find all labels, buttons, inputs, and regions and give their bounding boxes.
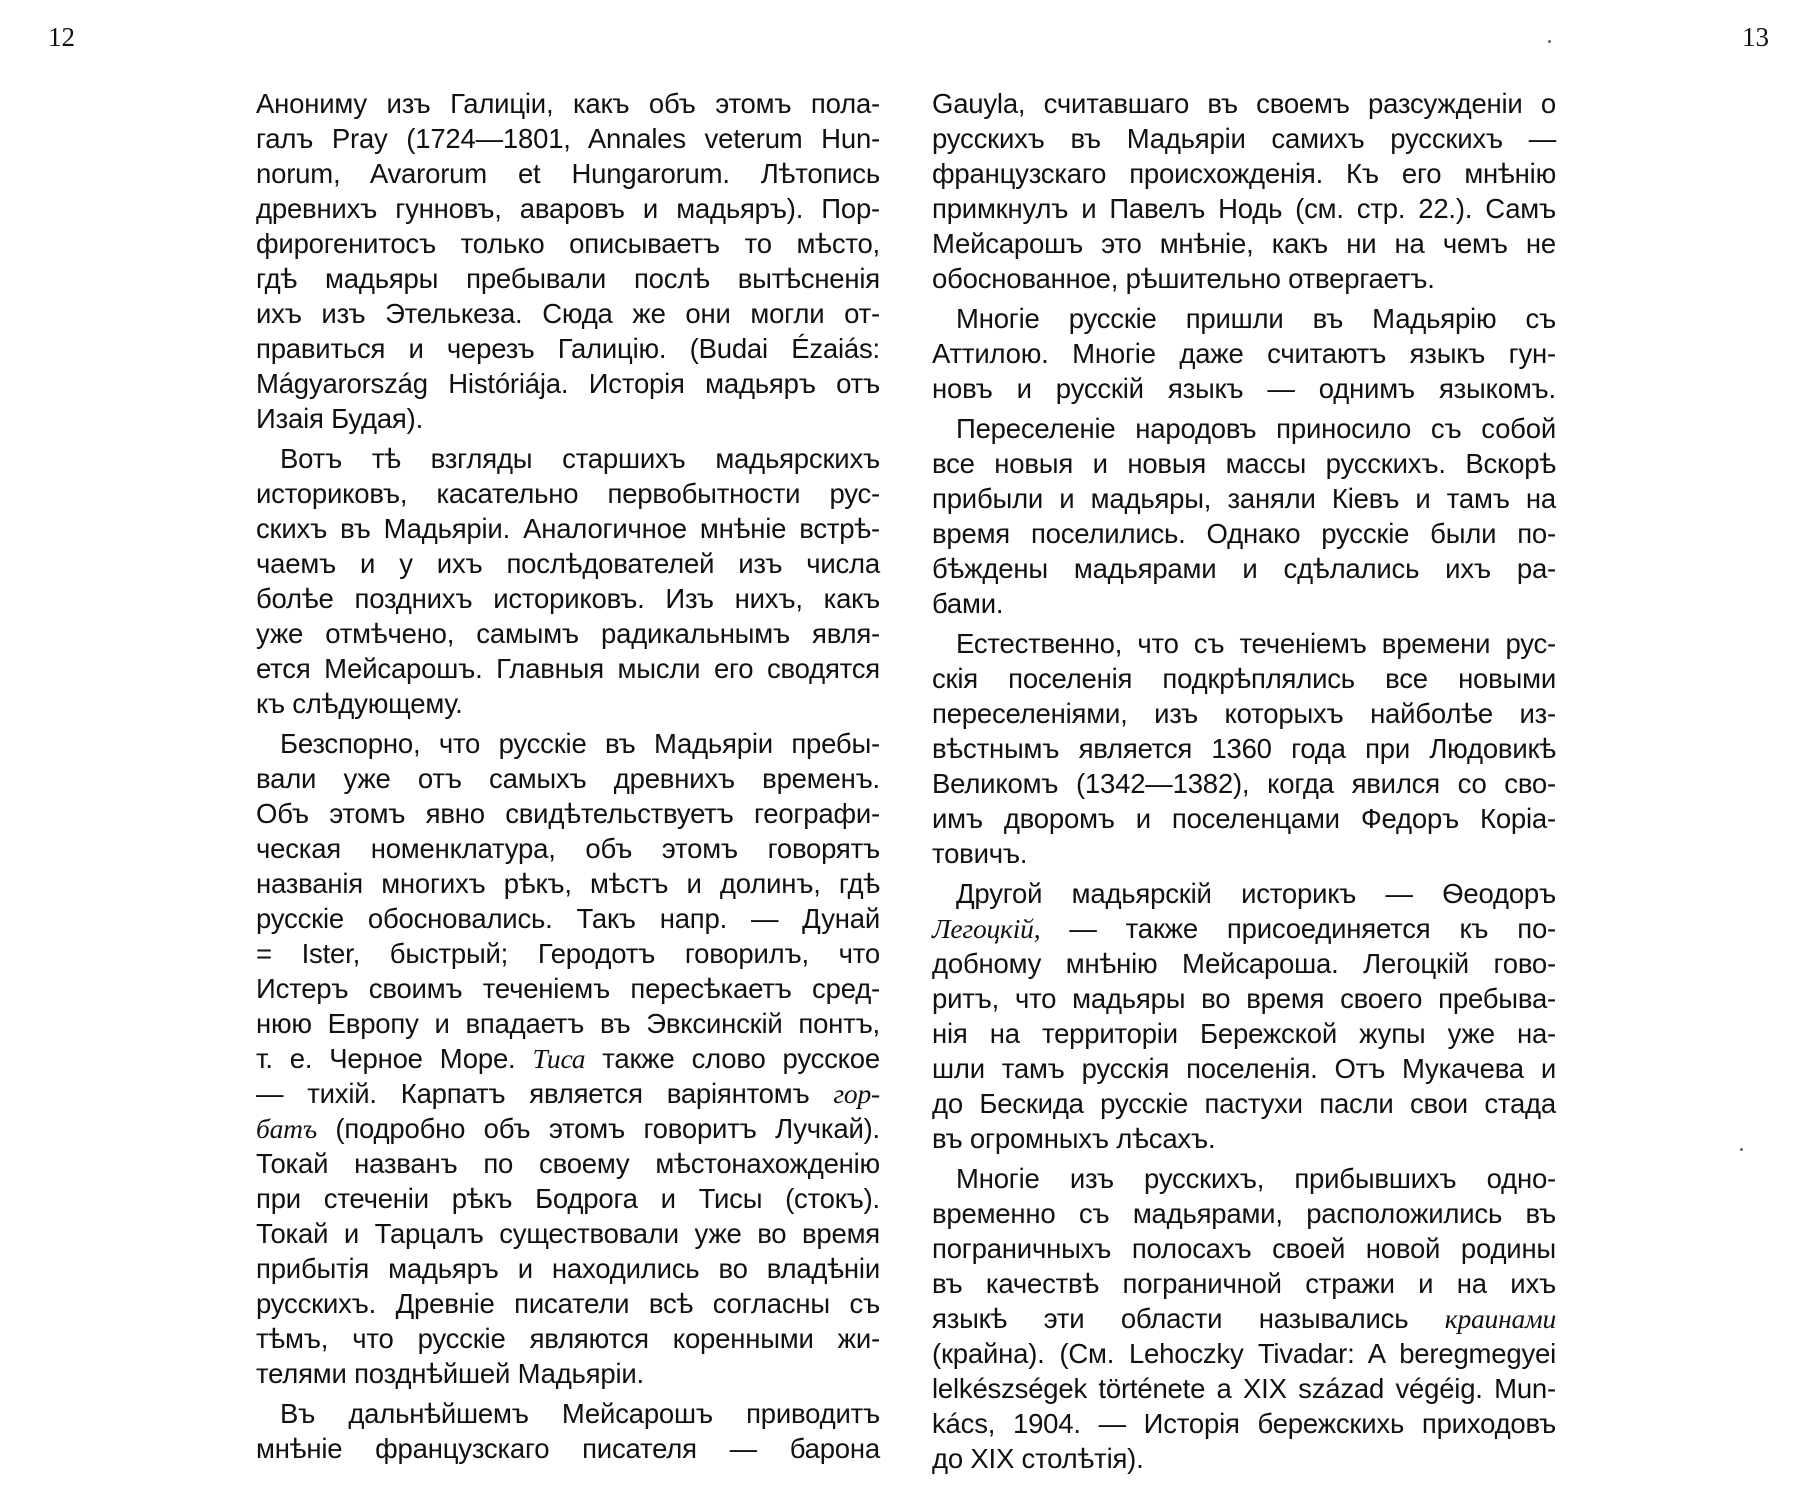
- text-line: (крайна). (См. Lehoczky Tivadar: A beregmegyei: [932, 1338, 1556, 1369]
- text-line: вали уже отъ самыхъ древнихъ временъ.: [256, 763, 880, 794]
- italic-term: Легоцкій,: [932, 913, 1041, 944]
- text-line: обоснованное, рѣшительно отвергаетъ.: [932, 263, 1435, 294]
- right-page-text-column: [932, 86, 1556, 1476]
- text-line: время поселились. Однако русскіе были по-: [932, 518, 1556, 549]
- text-line: Gauyla, считавшаго въ своемъ разсужденіи о: [932, 88, 1556, 119]
- text-line: гдѣ мадьяры пребывали послѣ вытѣсненія: [256, 263, 880, 294]
- text-line: русскихъ. Древніе писатели всѣ согласны съ: [256, 1288, 880, 1319]
- text-line: Токай названъ по своему мѣстонахожденію: [256, 1148, 880, 1179]
- text-line: ихъ изъ Этелькеза. Сюда же они могли от-: [256, 298, 880, 329]
- text-line: до XIX столѣтія).: [932, 1443, 1144, 1474]
- text-line: товичъ.: [932, 838, 1028, 869]
- text-line: Вотъ тѣ взгляды старшихъ мадьярскихъ: [280, 443, 880, 474]
- text-line: къ слѣдующему.: [256, 688, 463, 719]
- text-line: до Бескида русскіе пастухи пасли свои стада: [932, 1088, 1556, 1119]
- text-line: названія многихъ рѣкъ, мѣстъ и долинъ, гдѣ: [256, 868, 880, 899]
- text-line: бѣждены мадьярами и сдѣлались ихъ ра-: [932, 553, 1556, 584]
- page-number-left: 12: [48, 22, 75, 52]
- text-line: бами.: [932, 588, 1004, 619]
- text-line: т. е. Черное Море. Тиса также слово русское: [256, 1043, 880, 1074]
- text-line: уже отмѣчено, самымъ радикальнымъ явля-: [256, 618, 880, 649]
- text-line: Естественно, что съ теченіемъ времени рус-: [956, 628, 1556, 659]
- text-line: Безспорно, что русскіе въ Мадьяріи пребы-: [280, 728, 880, 759]
- text-line: правиться и черезъ Галицію. (Budai Ézaiás:: [256, 333, 880, 364]
- text-line: фирогенитосъ только описываетъ то мѣсто,: [256, 228, 880, 259]
- text-line: временно съ мадьярами, расположились въ: [932, 1198, 1556, 1229]
- text-line: болѣе позднихъ историковъ. Изъ нихъ, какъ: [256, 583, 880, 614]
- text-line: въ огромныхъ лѣсахъ.: [932, 1123, 1216, 1154]
- text-line: Многіе русскіе пришли въ Мадьярію съ: [956, 303, 1556, 334]
- left-page-text-column: [256, 86, 880, 1466]
- text-line: Анониму изъ Галиціи, какъ объ этомъ пола-: [256, 88, 880, 119]
- text-line: чаемъ и у ихъ послѣдователей изъ числа: [256, 548, 880, 579]
- text-line: Аттилою. Многіе даже считаютъ языкъ гун-: [932, 338, 1556, 369]
- text-line: ется Мейсарошъ. Главныя мысли его сводятся: [256, 653, 880, 684]
- text-line: галъ Pray (1724—1801, Annales veterum Hun-: [256, 123, 880, 154]
- text-line: древнихъ гунновъ, аваровъ и мадьяръ). Пор-: [256, 193, 880, 224]
- text-line: русскіе обосновались. Такъ напр. — Дунай: [256, 903, 880, 934]
- text-line: Другой мадьярскій историкъ — Ѳеодоръ: [956, 878, 1556, 909]
- text-line: ческая номенклатура, объ этомъ говорятъ: [256, 833, 880, 864]
- text-line: Mágyarország Históriája. Исторія мадьяръ отъ: [256, 368, 880, 399]
- text-line: русскихъ въ Мадьяріи самихъ русскихъ —: [932, 123, 1556, 154]
- text-line: Изаія Будая).: [256, 403, 424, 434]
- text-line: новъ и русскій языкъ — однимъ языкомъ.: [932, 373, 1556, 404]
- text-line: Истеръ своимъ теченіемъ пересѣкаетъ сред-: [256, 973, 880, 1004]
- text-line: добному мнѣнію Мейсароша. Легоцкій гово-: [932, 948, 1556, 979]
- text-line: нія на территоріи Бережской жупы уже на-: [932, 1018, 1556, 1049]
- text-line: тѣмъ, что русскіе являются коренными жи-: [256, 1323, 880, 1354]
- text-line: norum, Avarorum et Hungarorum. Лѣтопись: [256, 158, 880, 189]
- text-line: прибытія мадьяръ и находились во владѣніи: [256, 1253, 880, 1284]
- text-line: Въ дальнѣйшемъ Мейсарошъ приводитъ: [280, 1398, 880, 1429]
- text-line: примкнулъ и Павелъ Нодь (см. стр. 22.). Самъ: [932, 193, 1556, 224]
- text-line: Великомъ (1342—1382), когда явился со сво-: [932, 768, 1556, 799]
- italic-term: краинами: [1444, 1303, 1556, 1334]
- text-line: = Ister, быстрый; Геродотъ говорилъ, что: [256, 938, 880, 969]
- text-line: при стеченіи рѣкъ Бодрога и Тисы (стокъ).: [256, 1183, 880, 1214]
- text-line: Мейсарошъ это мнѣніе, какъ ни на чемъ не: [932, 228, 1556, 259]
- page-number-right: 13: [1742, 22, 1769, 52]
- text-line: Многіе изъ русскихъ, прибывшихъ одно-: [956, 1163, 1556, 1194]
- text-line: скія поселенія подкрѣплялись все новыми: [932, 663, 1556, 694]
- text-line: пограничныхъ полосахъ своей новой родины: [932, 1233, 1556, 1264]
- scan-speck: [1548, 40, 1551, 43]
- text-line: все новыя и новыя массы русскихъ. Вскорѣ: [932, 448, 1556, 479]
- text-line: нюю Европу и впадаетъ въ Эвксинскій понтъ,: [256, 1008, 880, 1039]
- italic-term: Тиса: [532, 1043, 586, 1074]
- text-line: въ качествѣ пограничной стражи и на ихъ: [932, 1268, 1556, 1299]
- text-line: историковъ, касательно первобытности рус-: [256, 478, 880, 509]
- text-line: французскаго происхожденія. Къ его мнѣнію: [932, 158, 1556, 189]
- text-line: переселеніями, изъ которыхъ найболѣе из-: [932, 698, 1556, 729]
- text-line: kács, 1904. — Исторія бережскихь приходовъ: [932, 1408, 1556, 1439]
- text-line: языкѣ эти области назывались краинами: [932, 1303, 1556, 1334]
- scan-speck: [1740, 1148, 1743, 1151]
- italic-term: батъ: [256, 1113, 317, 1144]
- text-line: Токай и Тарцалъ существовали уже во время: [256, 1218, 880, 1249]
- text-line: Объ этомъ явно свидѣтельствуетъ географи-: [256, 798, 880, 829]
- text-line: имъ дворомъ и поселенцами Федоръ Коріа-: [932, 803, 1556, 834]
- text-line: мнѣніе французскаго писателя — барона: [256, 1433, 880, 1464]
- text-line: ритъ, что мадьяры во время своего пребыва-: [932, 983, 1556, 1014]
- text-line: телями позднѣйшей Мадьяріи.: [256, 1358, 644, 1389]
- italic-term: гор-: [833, 1078, 880, 1109]
- text-line: вѣстнымъ является 1360 года при Людовикѣ: [932, 733, 1556, 764]
- text-line: скихъ въ Мадьяріи. Аналогичное мнѣніе встрѣ-: [256, 513, 880, 544]
- text-line: lelkészségek története a XIX század végéig. Mun-: [932, 1373, 1556, 1404]
- text-line: шли тамъ русскія поселенія. Отъ Мукачева и: [932, 1053, 1556, 1084]
- text-line: Переселеніе народовъ приносило съ собой: [956, 413, 1556, 444]
- text-line: батъ (подробно объ этомъ говоритъ Лучкай).: [256, 1113, 880, 1144]
- text-line: прибыли и мадьяры, заняли Кіевъ и тамъ на: [932, 483, 1556, 514]
- text-line: — тихій. Карпатъ является варіянтомъ гор-: [256, 1078, 880, 1109]
- text-line: Легоцкій, — также присоединяется къ по-: [932, 913, 1556, 944]
